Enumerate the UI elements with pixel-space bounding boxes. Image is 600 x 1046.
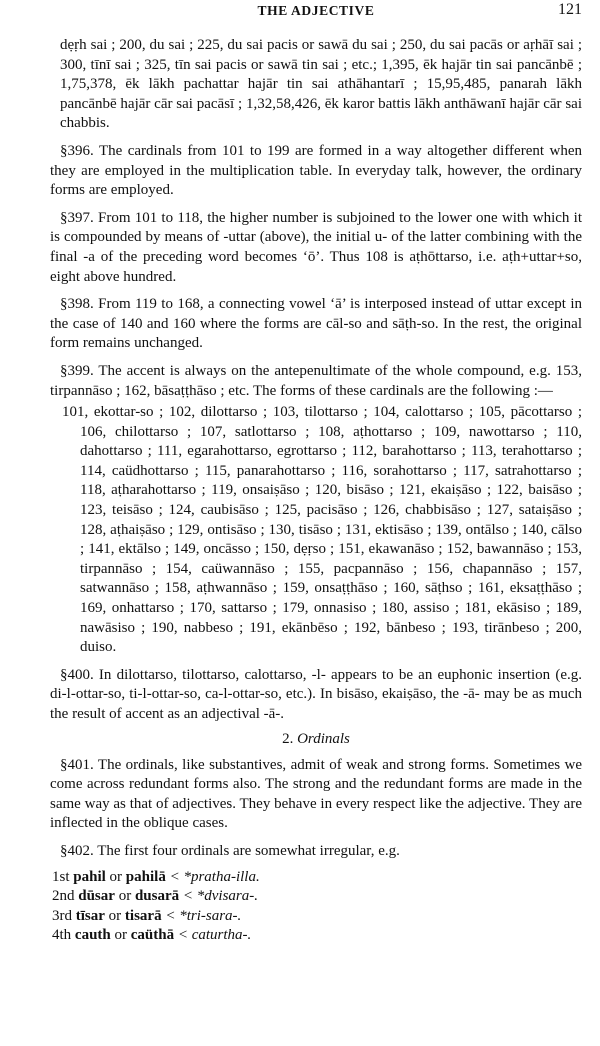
paragraph-397: §397. From 101 to 118, the higher number is subjoined to the lower one with which it is compounded by means of -uttar (above), the initial u- of the latter combining with the final -a of the preceding word becomes ‘ō’. Thus 108 is aṭhōttarso, i.e. aṭh+uttar+so, eight above hundred. [50, 209, 582, 285]
ordinal-number: 4th [52, 927, 72, 944]
paragraph-396: §396. The cardinals from 101 to 199 are formed in a way altogether different when they are employed in the multiplication table. In everyday talk, however, the ordinary forms are employed. [50, 142, 582, 199]
ordinal-conjunction: or [118, 888, 132, 905]
ordinal-row [52, 926, 582, 946]
paragraph-399: §399. The accent is always on the antepenultimate of the whole compound, e.g. 153, tirpannāso ; 162, bāsaṭṭhāso ; etc. The forms of these cardinals are the following :— [50, 362, 582, 399]
ordinal-conjunction: or [109, 868, 123, 885]
ordinal-conjunction: or [108, 907, 122, 924]
ordinal-row [52, 887, 582, 907]
running-title: THE ADJECTIVE [257, 3, 375, 18]
paragraph-400: §400. In dilottarso, tilottarso, calottarso, -l- appears to be an euphonic insertion (e.g. di-l-ottar-so, ti-l-ottar-so, ca-l-ottar-so, etc.). In bisāso, ekaiṣāso, the -ā- may be as much the result of accent as an adjectival -ā-. [50, 666, 582, 722]
ordinal-row [52, 907, 582, 927]
ordinal-etymology: < caturtha-. [177, 927, 252, 944]
ordinal-weak-form: pahil [73, 868, 106, 885]
ordinal-number: 2nd [52, 888, 75, 905]
ordinal-strong-form: dusarā [134, 888, 180, 905]
section-heading-ordinals [50, 731, 582, 748]
ordinal-list [50, 868, 582, 946]
ordinal-row [52, 868, 582, 888]
ordinal-number: 3rd [52, 907, 72, 924]
ordinal-weak-form: tīsar [75, 907, 105, 924]
paragraph-continued: dẹṛh sai ; 200, du sai ; 225, du sai pacis or sawā du sai ; 250, du sai pacās or aṛhāī sai ; 300, tīnī sai ; 325, tīn sai pacis or sawā tin sai ; etc.; 1,395, ēk hajār tin sai pancānbē ; 1,75,378, ēk lākh pachattar hajār tin sai athāhantarī ; 15,95,485, panarah lākh pancānbē hajār cār sai pacāsī ; 1,32,58,426, ēk karor battis lākh anthāwanī hajār cār sai chabbis. [60, 37, 582, 132]
paragraph-401: §401. The ordinals, like substantives, admit of weak and strong forms. Sometimes we come across redundant forms also. The strong and the redundant forms are made in the same way as that of adjectives. They behave in every respect like the adjective. They are inflected in the oblique cases. [50, 756, 582, 832]
ordinal-weak-form: dūsar [78, 888, 115, 905]
section-number: 2. [282, 730, 294, 747]
ordinal-number: 1st [52, 868, 70, 885]
ordinal-strong-form: tisarā [124, 907, 162, 924]
paragraph-398: §398. From 119 to 168, a connecting vowel ‘ā’ is interposed instead of uttar except in the case of 140 and 160 where the forms are cāl-so and sāṭh-so. In the rest, the original form remains unchanged. [50, 296, 582, 352]
paragraph-402: §402. The first four ordinals are somewhat irregular, e.g. [60, 842, 400, 859]
page-number: 121 [558, 1, 582, 18]
section-title: Ordinals [297, 730, 350, 747]
ordinal-etymology: < *tri-sara-. [165, 907, 242, 924]
ordinal-weak-form: cauth [74, 927, 111, 944]
ordinal-etymology: < *pratha-illa. [169, 868, 260, 885]
ordinal-conjunction: or [114, 927, 128, 944]
ordinal-strong-form: pahilā [125, 868, 166, 885]
cardinal-forms-list: 101, ekottar-so ; 102, dilottarso ; 103, tilottarso ; 104, calottarso ; 105, pācottarso ; 106, chilottarso ; 107, satlottarso ; 108, aṭhottarso ; 109, nawottarso ; 110, dahottarso ; 111, egarahottarso, egrottarso ; 112, barahottarso ; 113, terahottarso ; 114, caüdhottarso ; 115, panarahottarso ; 116, sorahottarso ; 117, satrahottarso ; 118, aṭharahottarso ; 119, onsaiṣāso ; 120, bisāso ; 121, ekaiṣāso ; 122, baisāso ; 123, teisāso ; 124, caubisāso ; 125, pacisāso ; 126, chabbisāso ; 127, sataiṣāso ; 128, aṭhaiṣāso ; 129, ontisāso ; 130, tisāso ; 131, ektisāso ; 139, ontālso ; 140, cālso ; 141, ektālso ; 149, oncāsso ; 150, dẹṛso ; 151, ekawanāso ; 152, bawannāso ; 153, tirpannāso ; 154, caüwannāso ; 155, pacpannāso ; 156, chapannāso ; 157, satwannāso ; 158, aṭhwannāso ; 159, onsaṭṭhāso ; 160, sāṭhso ; 161, eksaṭṭhāso ; 169, onhattarso ; 170, sattarso ; 179, onnasiso ; 180, assiso ; 181, ekāsiso ; 189, nawāsiso ; 190, nabbeso ; 191, ekānbēso ; 192, bānbeso ; 193, tirānbeso ; 200, duiso. [62, 404, 582, 656]
page-header [50, 0, 582, 28]
ordinal-strong-form: caüthā [130, 927, 175, 944]
ordinal-etymology: < *dvisara-. [182, 888, 258, 905]
